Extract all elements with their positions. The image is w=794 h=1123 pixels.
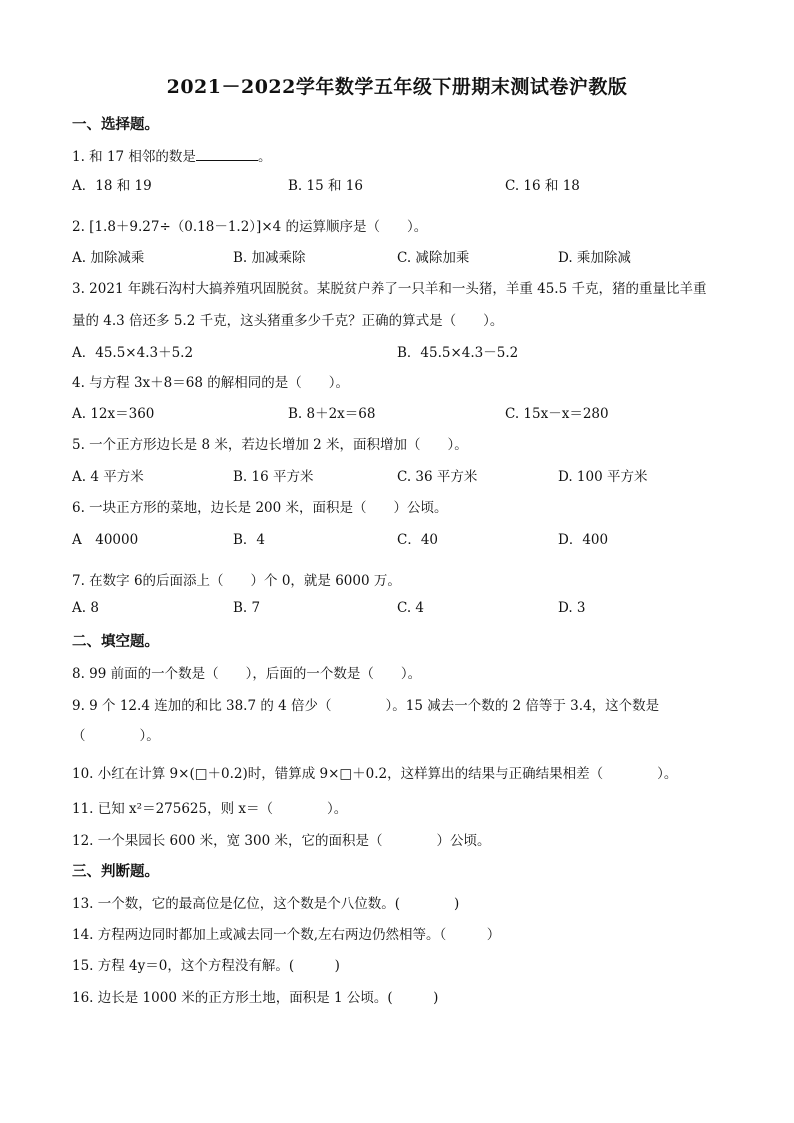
question-16: 16. 边长是 1000 米的正方形土地，面积是 1 公顷。( ): [72, 990, 439, 1006]
q6-option-a[interactable]: A 40000: [72, 532, 139, 548]
question-15: 15. 方程 4y＝0，这个方程没有解。( ): [72, 958, 340, 974]
question-1-stem: 1. 和 17 相邻的数是: [72, 149, 196, 165]
question-3-line-1: 3. 2021 年跳石沟村大搞养殖巩固脱贫。某脱贫户养了一只羊和一头猪，羊重 45.5 千克，猪的重量比羊重: [72, 281, 707, 297]
q5-option-d[interactable]: D. 100 平方米: [558, 469, 648, 485]
q1-option-a[interactable]: A．18 和 19: [72, 178, 152, 194]
q1-option-c[interactable]: C. 16 和 18: [505, 178, 580, 194]
question-1-end: 。: [257, 149, 272, 165]
section-heading-judge: 三、判断题。: [72, 863, 159, 880]
question-3-line-2: 量的 4.3 倍还多 5.2 千克，这头猪重多少千克？正确的算式是（ ）。: [72, 313, 504, 329]
question-1: [72, 145, 271, 165]
q2-option-c[interactable]: C. 减除加乘: [397, 250, 470, 266]
q5-option-b[interactable]: B. 16 平方米: [233, 469, 314, 485]
q7-option-b[interactable]: B. 7: [233, 600, 261, 616]
q4-option-c[interactable]: C. 15x－x＝280: [505, 406, 609, 422]
section-heading-choice: 一、选择题。: [72, 116, 159, 133]
question-12: 12. 一个果园长 600 米，宽 300 米，它的面积是（ ）公顷。: [72, 833, 491, 849]
q5-option-c[interactable]: C. 36 平方米: [397, 469, 478, 485]
q7-option-c[interactable]: C. 4: [397, 600, 425, 616]
question-6: 6. 一块正方形的菜地，边长是 200 米，面积是（ ）公顷。: [72, 500, 448, 516]
question-13: 13. 一个数，它的最高位是亿位，这个数是个八位数。( ): [72, 896, 460, 912]
q4-option-b[interactable]: B. 8＋2x＝68: [288, 406, 376, 422]
q2-option-a[interactable]: A. 加除减乘: [72, 250, 145, 266]
question-14: 14. 方程两边同时都加上或减去同一个数,左右两边仍然相等。（ ）: [72, 927, 501, 943]
q5-option-a[interactable]: A. 4 平方米: [72, 469, 144, 485]
q6-option-c[interactable]: C．40: [397, 532, 439, 548]
question-7: 7. 在数字 6的后面添上（ ）个 0，就是 6000 万。: [72, 573, 401, 589]
q7-option-d[interactable]: D. 3: [558, 600, 586, 616]
question-10: 10. 小红在计算 9×(□＋0.2)时，错算成 9×□＋0.2，这样算出的结果与正确结果相差（ ）。: [72, 766, 678, 782]
q6-option-b[interactable]: B．4: [233, 532, 266, 548]
question-8: 8. 99 前面的一个数是（ ），后面的一个数是（ ）。: [72, 666, 422, 682]
q2-option-d[interactable]: D. 乘加除减: [558, 250, 631, 266]
question-11: 11. 已知 x²＝275625，则 x＝（ ）。: [72, 801, 348, 817]
section-heading-fill: 二、填空题。: [72, 633, 159, 650]
question-5: 5. 一个正方形边长是 8 米，若边长增加 2 米，面积增加（ ）。: [72, 437, 468, 453]
question-4: 4. 与方程 3x＋8＝68 的解相同的是（ ）。: [72, 375, 349, 391]
q4-option-a[interactable]: A. 12x＝360: [72, 406, 155, 422]
question-9-line-2: （ ）。: [72, 728, 160, 744]
question-9-line-1: 9. 9 个 12.4 连加的和比 38.7 的 4 倍少（ ）。15 减去一个数的 2 倍等于 3.4，这个数是: [72, 698, 660, 714]
q2-option-b[interactable]: B. 加减乘除: [233, 250, 306, 266]
q7-option-a[interactable]: A. 8: [72, 600, 99, 616]
answer-blank[interactable]: [196, 148, 258, 161]
question-2: 2. [1.8＋9.27÷（0.18－1.2）]×4 的运算顺序是（ ）。: [72, 219, 428, 235]
q3-option-b[interactable]: B．45.5×4.3－5.2: [397, 345, 519, 361]
q1-option-b[interactable]: B. 15 和 16: [288, 178, 363, 194]
q6-option-d[interactable]: D．400: [558, 532, 609, 548]
q3-option-a[interactable]: A．45.5×4.3＋5.2: [72, 345, 194, 361]
page-title: 2021－2022学年数学五年级下册期末测试卷沪教版: [166, 76, 628, 98]
